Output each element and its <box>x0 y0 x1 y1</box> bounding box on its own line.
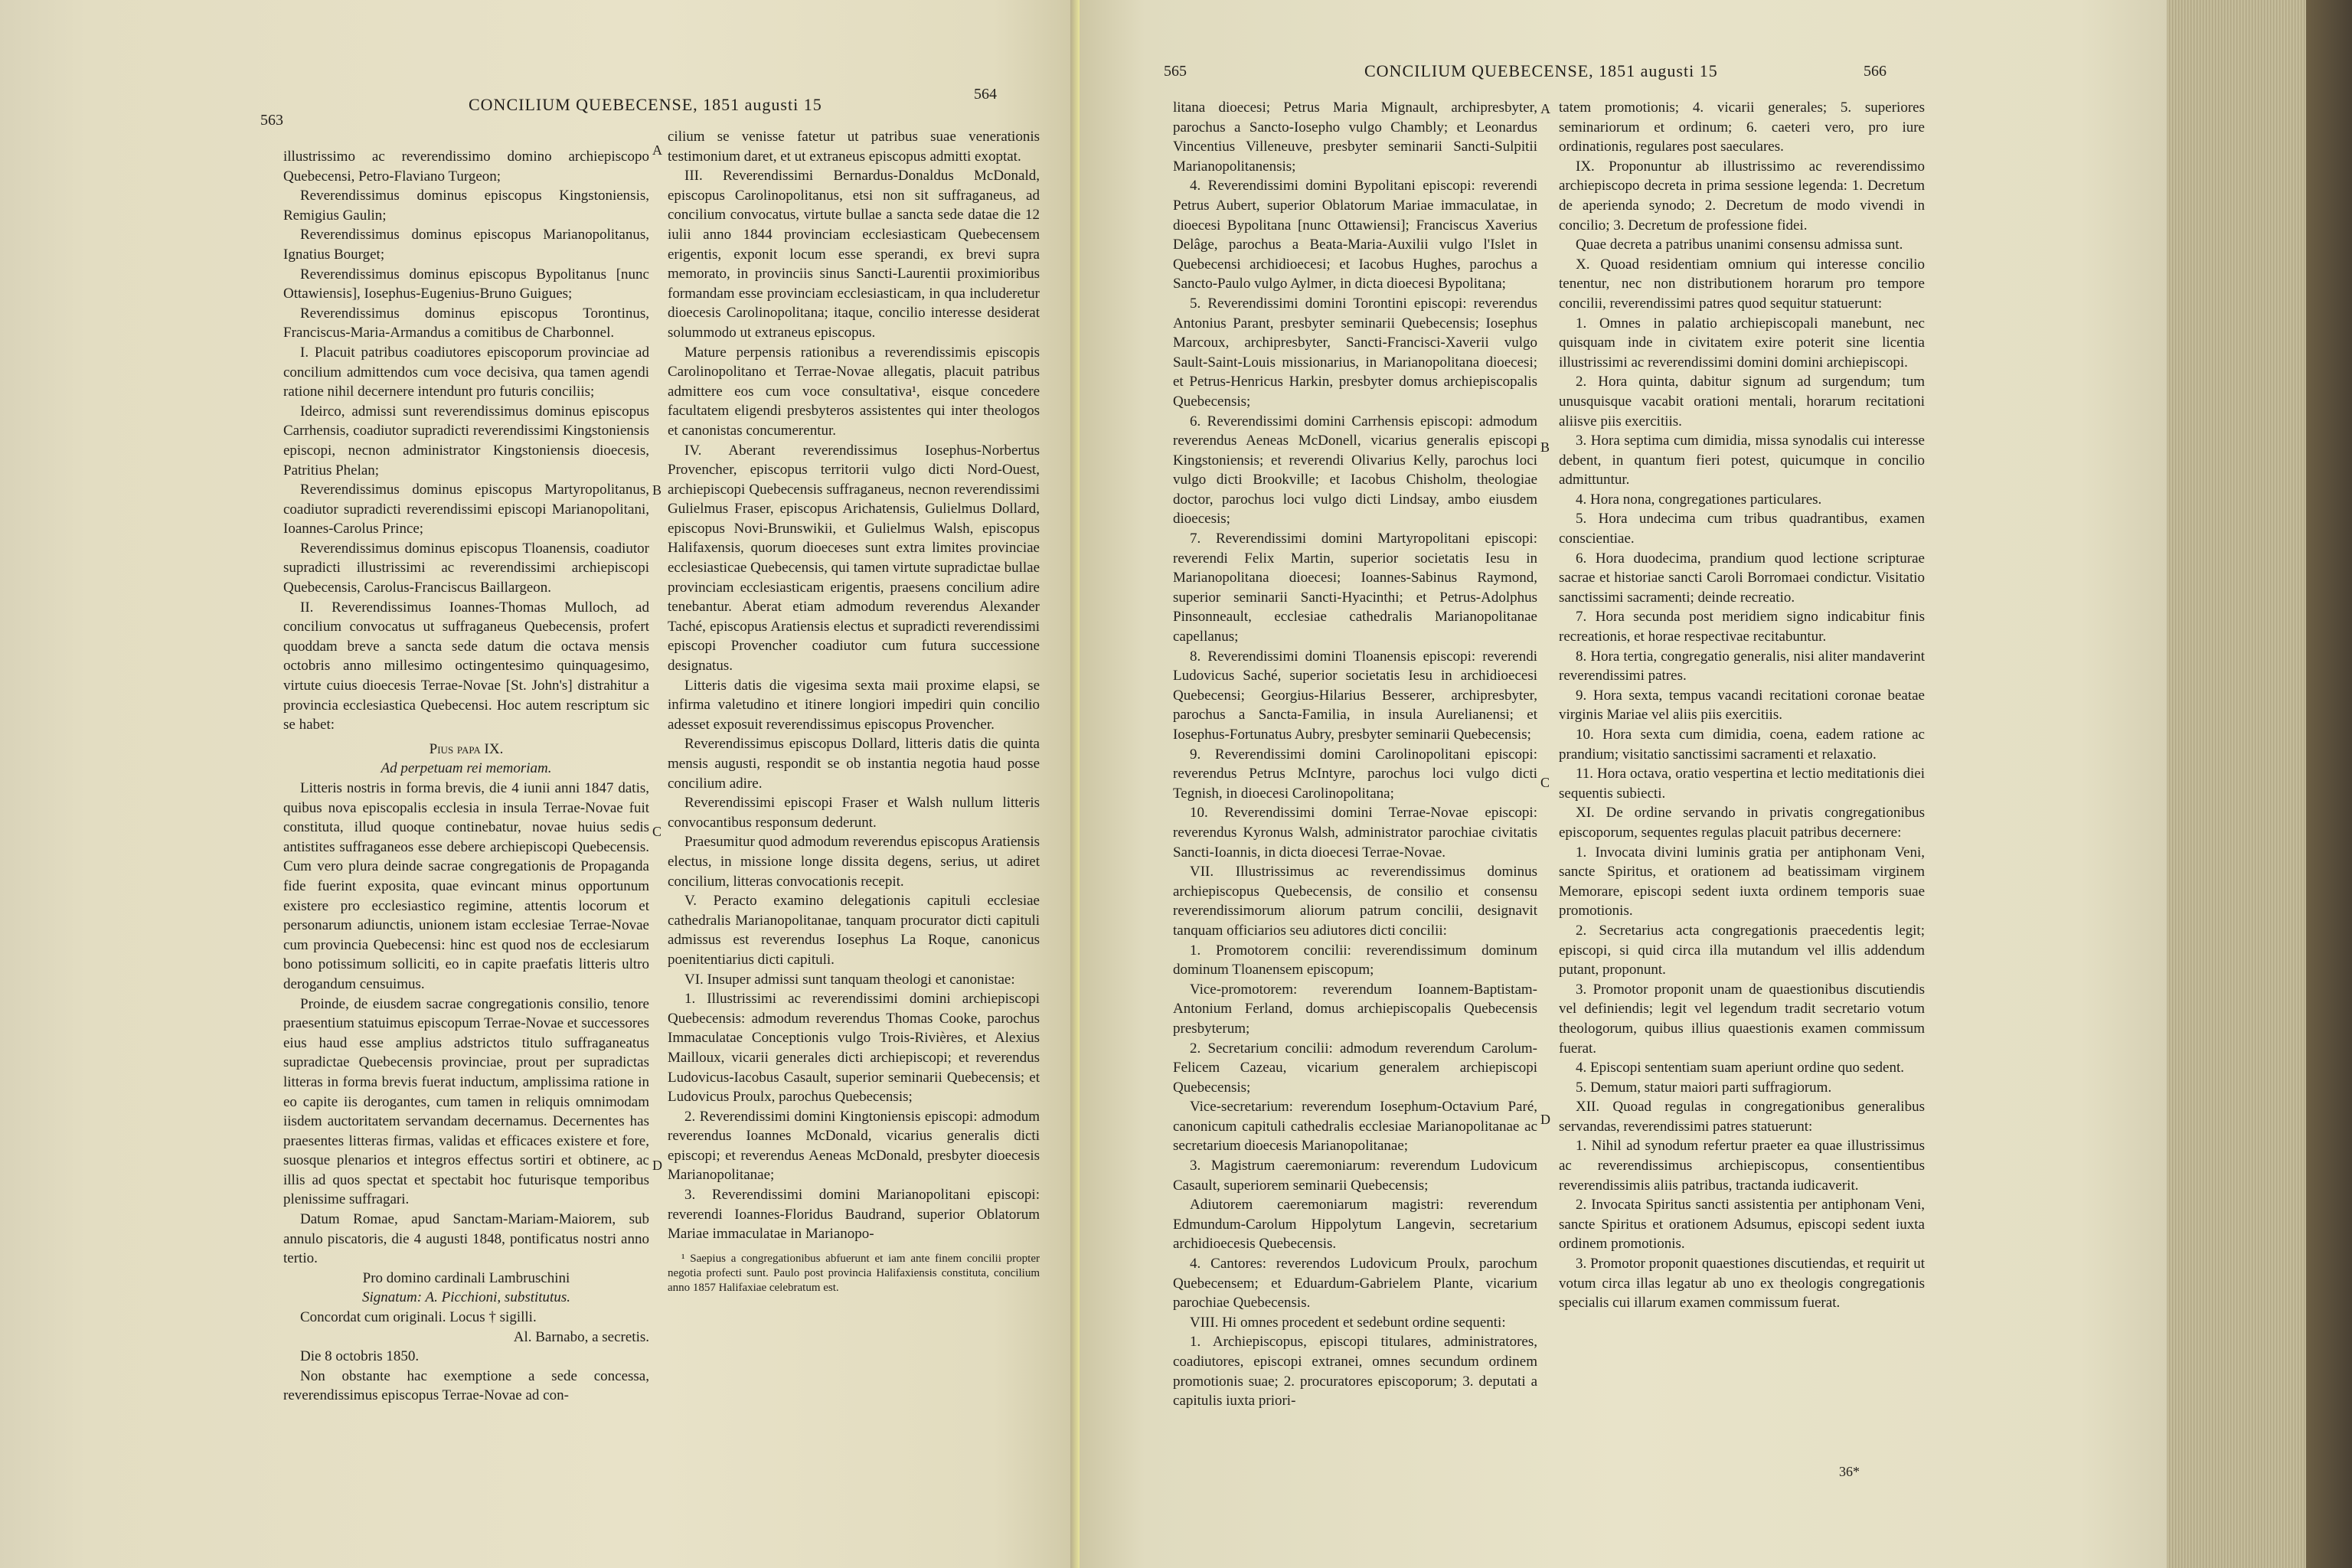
page-number: 565 <box>1164 63 1187 80</box>
paragraph: 3. Hora septima cum dimidia, missa synodalis cui interesse debent, in quantum fieri potest, quicumque in concilio admittuntur. <box>1559 433 1925 488</box>
paragraph: Signatum: A. Picchioni, substitutus. <box>362 1289 570 1306</box>
paragraph: 5. Demum, statur maiori parti suffragiorum. <box>1576 1079 1832 1096</box>
paragraph: Reverendissimus dominus episcopus Kingstoniensis, Remigius Gaulin; <box>283 188 649 224</box>
paragraph: VII. Illustrissimus ac reverendissimus dominus archiepiscopus Quebecensis, de consilio et consensu reverendissimorum aliorum patrum concilii, designavit tanquam officiarios seu adiutores dicti concilii: <box>1173 864 1537 939</box>
paragraph: Non obstante hac exemptione a sede concessa, reverendissimus episcopus Terrae-Novae ad con- <box>283 1367 649 1404</box>
paragraph: 3. Magistrum caeremoniarum: reverendum Ludovicum Casault, superiorem seminarii Quebecensis; <box>1173 1158 1537 1194</box>
paragraph: 6. Reverendissimi domini Carrhensis episcopi: admodum reverendus Aeneas McDonell, vicarius generalis episcopi Kingstoniensis; et reverendi Olivarius Kelly, parochus loci vulgo dicti Brookville; et Iacobus Chisholm, theologiae doctor, parochus loci vulgo dicti Lindsay, ambo eiusdem dioecesis; <box>1173 413 1537 528</box>
paragraph: IX. Proponuntur ab illustrissimo ac reverendissimo archiepiscopo decreta in prima sessione legenda: 1. Decretum de aperienda synodo; 2. Decretum de modo vivendi in concilio; 3. Decretum de professione fidei. <box>1559 158 1925 234</box>
paragraph: II. Reverendissimus Ioannes-Thomas Mulloch, ad concilium convocatus ut suffraganeus Quebecensis, profert quoddam breve a sancta sede datum die octava mensis octobris anno millesimo octingentesimo quinquagesimo, virtute cuius dioecesis Terrae-Novae [St. John's] distrahitur a provincia ecclesiastica Quebecensi. Hoc autem rescriptum sic se habet: <box>283 599 649 733</box>
paragraph: 10. Hora sexta cum dimidia, coena, eadem ratione ac prandium; visitatio sanctissimi sacramenti et relaxatio. <box>1559 727 1925 763</box>
paragraph: 9. Hora sexta, tempus vacandi recitationi coronae beatae virginis Mariae vel aliis piis exercitiis. <box>1559 687 1925 724</box>
running-head: CONCILIUM QUEBECENSE, 1851 augusti 15 <box>469 95 822 114</box>
paragraph: Ideirco, admissi sunt reverendissimus dominus episcopus Carrhensis, coadiutor supradicti reverendissimi Kingstoniensis episcopi, necnon administrator Kingstoniensis dioecesis, Patritius Phelan; <box>283 403 649 479</box>
paragraph: Datum Romae, apud Sanctam-Mariam-Maiorem, sub annulo piscatoris, die 4 augusti 1848, pontificatus nostri anno tertio. <box>283 1211 649 1267</box>
paragraph: litana dioecesi; Petrus Maria Mignault, archipresbyter, parochus a Sancto-Iosepho vulgo Chambly; et Leonardus Vincentius Villeneuve, presbyter seminarii Sancti-Sulpitii Marianopolitanensis; <box>1173 100 1537 175</box>
margin-marker: B <box>652 482 662 498</box>
paragraph: 7. Reverendissimi domini Martyropolitani episcopi: reverendi Felix Martin, superior societatis Iesu in Marianopolitana dioecesi; Ioannes-Sabinus Raymond, superior seminarii Sancti-Hyacinthi; et Petrus-Adolphus Pinsonneault, ecclesiae cathedralis Marianopolitanae capellanus; <box>1173 531 1537 645</box>
paragraph: 7. Hora secunda post meridiem signo indicabitur finis recreationis, et horae respectivae recitabuntur. <box>1559 609 1925 645</box>
paragraph: Concordat cum originali. Locus † sigilli. <box>300 1309 537 1326</box>
paragraph: V. Peracto examino delegationis capituli ecclesiae cathedralis Marianopolitanae, tanquam procurator dicti capituli admissus est reverendus Iosephus La Roque, canonicus poenitentiarius dicti capituli. <box>668 893 1040 968</box>
paragraph: Al. Barnabo, a secretis. <box>513 1328 649 1345</box>
paragraph: 11. Hora octava, oratio vespertina et lectio meditationis diei sequentis subiecti. <box>1559 766 1925 802</box>
paragraph: 4. Hora nona, congregationes particulares. <box>1576 491 1822 508</box>
page-edges <box>2167 0 2352 1568</box>
paragraph: 3. Reverendissimi domini Marianopolitani episcopi: reverendi Ioannes-Floridus Baudrand, superior Oblatorum Mariae immaculatae in Marianopo- <box>668 1187 1040 1243</box>
paragraph: Quae decreta a patribus unanimi consensu admissa sunt. <box>1576 237 1903 253</box>
paragraph: Reverendissimus dominus episcopus Tloanensis, coadiutor supradicti illustrissimi ac reverendissimi archiepiscopi Quebecensis, Carolus-Franciscus Baillargeon. <box>283 540 649 596</box>
paragraph: XII. Quoad regulas in congregationibus generalibus servandas, reverendissimi patres statuerunt: <box>1559 1099 1925 1135</box>
paragraph: Die 8 octobris 1850. <box>300 1348 420 1365</box>
footnote: ¹ Saepius a congregationibus abfuerunt et iam ante finem concilii propter negotia profecti sunt. Paulo post provincia Halifaxiensis constituta, concilium anno 1857 Halifaxiae celebratum est. <box>668 1252 1040 1294</box>
running-head: CONCILIUM QUEBECENSE, 1851 augusti 15 <box>1364 61 1718 80</box>
paragraph: IV. Aberant reverendissimus Iosephus-Norbertus Provencher, episcopus territorii vulgo dicti Nord-Ouest, archiepiscopi Quebecensis suffraganeus, necnon reverendissimi Gulielmus Fraser, episcopus Arichatensis, Gulielmus Dollard, episcopus Novi-Brunswikii, et Gulielmus Walsh, episcopus Halifaxensis, quorum dioeceses sunt extra limites provinciae ecclesiasticae Quebecensis, qui tamen virtute supradictae bullae provinciam ecclesiasticam erigentis, praesens concilium adire tenebantur. Aberat etiam admodum reverendus Alexander Taché, episcopus Aratiensis electus et supradicti reverendissimi episcopi Provencher coadiutor cum futura successione designatus. <box>668 442 1040 675</box>
paragraph: Vice-secretarium: reverendum Iosephum-Octavium Paré, canonicum capituli cathedralis ecclesiae Marianopolitanae ac secretarium dioecesis Marianopolitanae; <box>1173 1099 1537 1155</box>
paragraph: Pro domino cardinali Lambruschini <box>362 1269 570 1286</box>
paragraph: 2. Invocata Spiritus sancti assistentia per antiphonam Veni, sancte Spiritus et orationem Adsumus, episcopi sedent iuxta ordinem promotionis. <box>1559 1197 1925 1253</box>
paragraph: Litteris nostris in forma brevis, die 4 iunii anni 1847 datis, quibus nova episcopalis ecclesia in insula Terrae-Novae fuit constituta, illud quoque continebatur, novae huius sedis antistites suffraganeos esse debere archiepiscopi Quebecensis. Cum vero plura deinde sacrae congregationis de Propaganda fide fuerint exposita, quae evincant minus opportunum existere pro ecclesiastico regimine, attentis locorum et personarum adiunctis, unionem istam ecclesiae Terrae-Novae cum provincia Quebecensi: hinc est quod nos de ecclesiarum bono potissimum solliciti, eo in capite praefatis litteris ultro derogandum censuimus. <box>283 780 649 992</box>
paragraph: X. Quoad residentiam omnium qui interesse concilio tenentur, nec non distributionem horarum pro tempore concilii, reverendissimi patres quod sequitur statuerunt: <box>1559 256 1925 312</box>
signature-mark: 36* <box>1839 1464 1860 1479</box>
paragraph: 2. Hora quinta, dabitur signum ad surgendum; tum unusquisque vacabit orationi mentali, horarum recitationi aliisve piis exercitiis. <box>1559 374 1925 430</box>
paragraph: Reverendissimus dominus episcopus Bypolitanus [nunc Ottawiensis], Iosephus-Eugenius-Bruno Guigues; <box>283 266 649 302</box>
paragraph: Litteris datis die vigesima sexta maii proxime elapsi, se infirma valetudino et itinere longiori impediri quin concilio adesset exposuit reverendissimus episcopus Provencher. <box>668 677 1040 733</box>
paragraph: 5. Hora undecima cum tribus quadrantibus, examen conscientiae. <box>1559 511 1925 547</box>
paragraph: 5. Reverendissimi domini Torontini episcopi: reverendus Antonius Parant, presbyter seminarii Quebecensis; Iosephus Marcoux, archipresbyter, Sancti-Francisci-Xaverii vulgo Sault-Saint-Louis missionarius, in Marianopolitana dioecesi; et Petrus-Henricus Harkin, presbyter domus archiepiscopalis Quebecensis; <box>1173 295 1537 410</box>
paragraph: VI. Insuper admissi sunt tanquam theologi et canonistae: <box>684 971 1015 988</box>
margin-marker: A <box>652 142 662 158</box>
page-number: 566 <box>1864 63 1886 80</box>
paragraph: 4. Reverendissimi domini Bypolitani episcopi: reverendi Petrus Aubert, superior Oblatorum Mariae immaculatae, in dioecesi Bypolitana [nunc Ottawiensi]; Franciscus Xaverius Delâge, parochus a Beata-Maria-Auxilii vulgo l'Islet in Quebecensi archidioecesi; et Iacobus Hughes, parochus a Sancto-Paulo vulgo Aylmer, in dicta dioecesi Bypolitana; <box>1173 178 1537 292</box>
paragraph: VIII. Hi omnes procedent et sedebunt ordine sequenti: <box>1190 1314 1506 1331</box>
paragraph: Reverendissimus dominus episcopus Martyropolitanus, coadiutor supradicti reverendissimi episcopi Marianopolitani, Ioannes-Carolus Prince; <box>283 482 649 537</box>
paragraph: I. Placuit patribus coadiutores episcoporum provinciae ad concilium admittendos cum voce decisiva, qua tamen agendi ratione nihil decernere intendunt pro futuris conciliis; <box>283 344 649 400</box>
paragraph: 1. Promotorem concilii: reverendissimum dominum dominum Tloanensem episcopum; <box>1173 942 1537 978</box>
paragraph: tatem promotionis; 4. vicarii generales; 5. superiores seminariorum et ordinum; 6. caeteri vero, pro iure ordinationis, regulares post saeculares. <box>1559 100 1925 155</box>
paragraph: 3. Promotor proponit unam de quaestionibus discutiendis vel definiendis; legit vel legendum tradit secretario votum theologorum, quibus illius quaestionis examen commissum fuerat. <box>1559 981 1925 1057</box>
paragraph: 8. Reverendissimi domini Tloanensis episcopi: reverendi Ludovicus Saché, superior societatis Iesu in archidioecesi Quebecensi; Georgius-Hilarius Besserer, archipresbyter, parochus a Sancta-Familia, in insula Aurelianensi; et Iosephus-Fortunatus Aubry, presbyter seminarii Quebecensis; <box>1173 648 1537 743</box>
paragraph: 3. Promotor proponit quaestiones discutiendas, et requirit ut votum circa illas legatur ab uno ex theologis congregationis specialis cui illarum examen commissum fuerat. <box>1559 1256 1925 1312</box>
brief-heading: Pius papa IX. <box>429 740 504 757</box>
paragraph: 1. Invocata divini luminis gratia per antiphonam Veni, sancte Spiritus, et orationem ad beatissimam virginem Memorare, episcopi sedent iuxta ordinem temporis suae promotionis. <box>1559 844 1925 920</box>
margin-marker: A <box>1540 101 1550 116</box>
paragraph: 8. Hora tertia, congregatio generalis, nisi aliter mandaverint reverendissimi patres. <box>1559 648 1925 684</box>
margin-marker: C <box>652 824 662 839</box>
book-cover-edge <box>2306 0 2352 1568</box>
text-column-1 <box>1173 98 1537 1411</box>
paragraph: Reverendissimus dominus episcopus Marianopolitanus, Ignatius Bourget; <box>283 227 649 263</box>
paragraph: Reverendissimi episcopi Fraser et Walsh nullum litteris convocantibus responsum dederunt. <box>668 795 1040 831</box>
paragraph: Reverendissimus dominus episcopus Torontinus, Franciscus-Maria-Armandus a comitibus de Charbonnel. <box>283 305 649 341</box>
paragraph: Reverendissimus episcopus Dollard, litteris datis die quinta mensis augusti, respondit se ob instantia negotia haud posse concilium adire. <box>668 736 1040 792</box>
paragraph: 4. Episcopi sententiam suam aperiunt ordine quo sedent. <box>1576 1060 1904 1076</box>
paragraph: cilium se venisse fatetur ut patribus suae venerationis testimonium daret, et ut extraneus episcopus admitti exoptat. <box>668 129 1040 165</box>
text-column-2 <box>1559 98 1925 1313</box>
text-column-2 <box>668 127 1040 1295</box>
page-number: 564 <box>974 86 997 103</box>
brief-subheading: Ad perpetuam rei memoriam. <box>381 760 552 777</box>
paragraph: 1. Archiepiscopus, episcopi titulares, administratores, coadiutores, episcopi extranei, omnes secundum ordinem promotionis suae; 2. procuratores episcoporum; 3. deputati a capitulis iuxta priori- <box>1173 1334 1537 1410</box>
paragraph: XI. De ordine servando in privatis congregationibus episcoporum, sequentes regulas placuit patribus decernere: <box>1559 805 1925 841</box>
paragraph: Mature perpensis rationibus a reverendissimis episcopis Carolinopolitano et Terrae-Novae allegatis, placuit patribus admittere eos cum voce consultativa¹, eisque concedere facultatem eligendi presbyteros assistentes qui inter theologos et canonistas concumerentur. <box>668 344 1040 439</box>
margin-marker: D <box>652 1158 662 1173</box>
paragraph: 10. Reverendissimi domini Terrae-Novae episcopi: reverendus Kyronus Walsh, administrator parochiae civitatis Sancti-Ioannis, in dicta dioecesi Terrae-Novae. <box>1173 805 1537 861</box>
margin-marker: C <box>1540 775 1550 790</box>
page-number: 563 <box>260 112 283 129</box>
right-page <box>1080 0 2167 1568</box>
left-page <box>0 0 1080 1568</box>
text-column-1 <box>283 147 649 1406</box>
paragraph: 1. Omnes in palatio archiepiscopali manebunt, nec quisquam inde in civitatem exire poterit sine licentia illustrissimi ac reverendissimi domini domini archiepiscopi. <box>1559 315 1925 371</box>
paragraph: Vice-promotorem: reverendum Ioannem-Baptistam-Antonium Ferland, domus archiepiscopalis Quebecensis presbyterum; <box>1173 981 1537 1037</box>
margin-marker: D <box>1540 1112 1550 1127</box>
paragraph: 6. Hora duodecima, prandium quod lectione scripturae sacrae et historiae sancti Caroli Borromaei condictur. Visitatio sanctissimi sacramenti; deinde recreatio. <box>1559 550 1925 606</box>
paragraph: 2. Secretarium concilii: admodum reverendum Carolum-Felicem Cazeau, vicarium generalem archiepiscopi Quebecensis; <box>1173 1040 1537 1096</box>
paragraph: 1. Illustrissimi ac reverendissimi domini archiepiscopi Quebecensis: admodum reverendus Thomas Cooke, parochus Immaculatae Conceptionis vulgo Trois-Rivières, et Alexius Mailloux, vicarii generales dicti archiepiscopi; et reverendus Ludovicus-Iacobus Casault, superior seminarii Quebecensis; et Ludovicus Proulx, parochus Quebecensis; <box>668 991 1040 1106</box>
margin-marker: B <box>1540 439 1550 455</box>
paragraph: 2. Reverendissimi domini Kingtoniensis episcopi: admodum reverendus Ioannes McDonald, vicarius generalis dicti episcopi; et reverendus Aeneas McDonald, presbyter dioecesis Marianopolitanae; <box>668 1108 1040 1184</box>
paragraph: 2. Secretarius acta congregationis praecedentis legit; episcopi, si quid circa illa mutandum vel illis addendum putant, proponunt. <box>1559 922 1925 978</box>
paragraph: Adiutorem caeremoniarum magistri: reverendum Edmundum-Carolum Hippolytum Langevin, secretarium archidioecesis Quebecensis. <box>1173 1197 1537 1253</box>
paragraph: 9. Reverendissimi domini Carolinopolitani episcopi: reverendus Petrus McIntyre, parochus loci vulgo dicti Tegnish, in dioecesi Carolinopolitana; <box>1173 746 1537 802</box>
paragraph: 4. Cantores: reverendos Ludovicum Proulx, parochum Quebecensem; et Eduardum-Gabrielem Plante, vicarium parochiae Quebecensis. <box>1173 1256 1537 1312</box>
paragraph: illustrissimo ac reverendissimo domino archiepiscopo Quebecensi, Petro-Flaviano Turgeon; <box>283 149 649 185</box>
paragraph: Praesumitur quod admodum reverendus episcopus Aratiensis electus, in missione longe dissita degens, serius, ut adiret concilium, litteras convocationis recepit. <box>668 834 1040 890</box>
paragraph: 1. Nihil ad synodum refertur praeter ea quae illustrissimus ac reverendissimus archiepiscopus, consentientibus reverendissimis aliis patribus, tractanda iudicaverit. <box>1559 1138 1925 1194</box>
paragraph: Proinde, de eiusdem sacrae congregationis consilio, tenore praesentium statuimus episcopum Terrae-Novae et successores eius haud esse amplius adstrictos titulo suffraganeatus supradictae Quebecensis provinciae, prout per supradictas litteras in forma brevis fuerat inductum, amplissima ratione in eo capite iis derogantes, cum tamen in reliquis omnimodam iisdem auctoritatem servandam decernamus. Decernentes has praesentes litteras firmas, validas et efficaces existere et fore, suosque plenarios et integros effectus sortiri et obtinere, ac illis ad quos spectat et spectabit hoc futurisque temporibus plenissime suffragari. <box>283 995 649 1208</box>
paragraph: III. Reverendissimi Bernardus-Donaldus McDonald, episcopus Carolinopolitanus, etsi non sit suffraganeus, ad concilium convocatus, virtute bullae a sancta sede datae die 12 iulii anno 1844 provinciam ecclesiasticam Quebecensem erigentis, exponit locum esse sperandi, ex brevi supra memorato, in provinciis sinus Sancti-Laurentii proximioribus formandam esse provinciam ecclesiasticam, in qua includeretur dioecesis Carolinopolitana; itaque, concilio interesse desiderat solummodo ut extraneus episcopus. <box>668 168 1040 341</box>
